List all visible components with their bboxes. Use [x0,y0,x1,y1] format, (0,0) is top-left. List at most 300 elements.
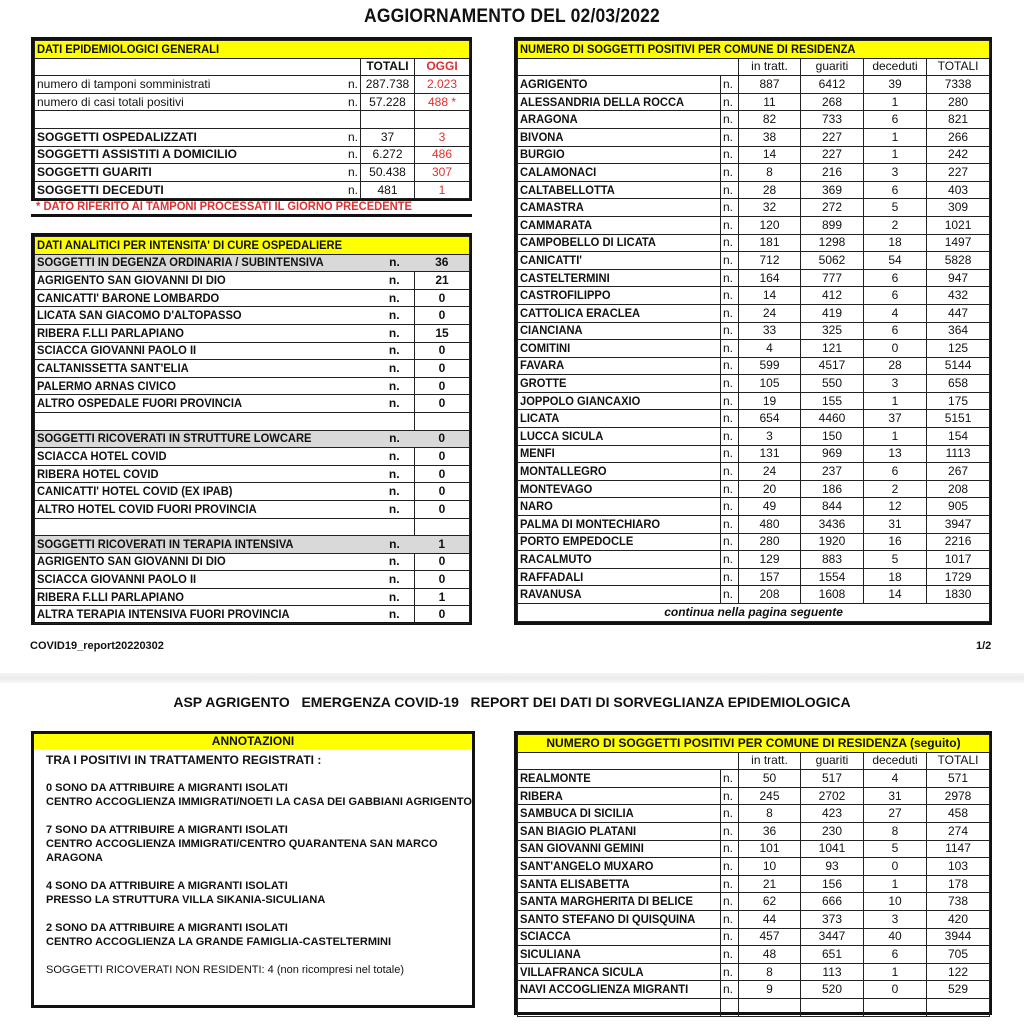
annotazioni-header: ANNOTAZIONI [34,734,472,749]
unit: n. [721,770,739,788]
deceduti-value: 3 [864,375,927,393]
comune-name: SICULIANA [518,946,721,964]
value: 36 [415,254,470,272]
in-tratt-value: 157 [739,568,801,586]
row-label: SOGGETTI RICOVERATI IN TERAPIA INTENSIVA [35,536,375,554]
in-tratt-value: 48 [739,946,801,964]
deceduti-value: 2 [864,216,927,234]
totali-value: 208 [927,480,990,498]
guariti-value: 3447 [801,928,864,946]
unit: n. [721,805,739,823]
hospital-row [35,553,470,571]
deceduti-value: 31 [864,787,927,805]
value: 0 [415,465,470,483]
deceduti-value: 10 [864,893,927,911]
totali-value: 309 [927,199,990,217]
comune-name: CALTABELLOTTA [518,181,721,199]
hospital-row [35,518,470,536]
unit: n. [721,480,739,498]
totali-value: 571 [927,770,990,788]
unit: n. [721,551,739,569]
comuni-table-seguito [514,731,992,1015]
row-label [35,412,375,430]
col-in-tratt: in tratt. [739,58,801,76]
guariti-value: 1920 [801,533,864,551]
row-label: SOGGETTI DECEDUTI [35,181,341,199]
annotation-line: PRESSO LA STRUTTURA VILLA SIKANIA-SICULIANA [46,894,326,906]
comune-name: RAFFADALI [518,568,721,586]
unit: n. [721,428,739,446]
comune-name: LICATA [518,410,721,428]
hospital-row [35,588,470,606]
deceduti-value: 6 [864,463,927,481]
guariti-value: 5062 [801,252,864,270]
guariti-value: 155 [801,392,864,410]
unit [375,518,415,536]
general-data-table [31,37,472,201]
deceduti-value: 3 [864,910,927,928]
value: 0 [415,395,470,413]
hospital-row [35,571,470,589]
value: 0 [415,377,470,395]
guariti-value: 899 [801,216,864,234]
comune-row [518,111,990,129]
totali-value: 458 [927,805,990,823]
guariti-value: 419 [801,304,864,322]
row-label: ALTRO HOTEL COVID FUORI PROVINCIA [35,500,375,518]
totali-value: 738 [927,893,990,911]
guariti-value: 969 [801,445,864,463]
deceduti-value: 1 [864,146,927,164]
comune-row [518,375,990,393]
guariti-value: 844 [801,498,864,516]
unit: n. [375,254,415,272]
unit: n. [375,272,415,290]
col-oggi: OGGI [415,58,470,76]
unit: n. [341,146,361,164]
totali-value [361,111,415,129]
unit: n. [721,858,739,876]
totali-value: 1113 [927,445,990,463]
unit [375,412,415,430]
totali-value: 154 [927,428,990,446]
row-label: SOGGETTI ASSISTITI A DOMICILIO [35,146,341,164]
guariti-value: 412 [801,287,864,305]
deceduti-value: 0 [864,858,927,876]
deceduti-value: 0 [864,981,927,999]
comune-row [518,498,990,516]
totali-value: 178 [927,875,990,893]
totali-value: 821 [927,111,990,129]
in-tratt-value: 654 [739,410,801,428]
deceduti-value: 1 [864,128,927,146]
guariti-value: 733 [801,111,864,129]
general-row [35,146,470,164]
comune-row [518,93,990,111]
totali-value: 1021 [927,216,990,234]
comune-row [518,787,990,805]
unit: n. [721,568,739,586]
deceduti-value: 13 [864,445,927,463]
in-tratt-value: 32 [739,199,801,217]
comune-name: SAMBUCA DI SICILIA [518,805,721,823]
totali-value: 122 [927,963,990,981]
in-tratt-value: 82 [739,111,801,129]
comune-name: CALAMONACI [518,164,721,182]
comune-row [518,858,990,876]
deceduti-value: 1 [864,963,927,981]
row-label: PALERMO ARNAS CIVICO [35,377,375,395]
oggi-value [415,111,470,129]
in-tratt-value: 10 [739,858,801,876]
comune-row [518,76,990,94]
deceduti-value: 12 [864,498,927,516]
unit: n. [721,910,739,928]
unit: n. [375,289,415,307]
totali-value: 905 [927,498,990,516]
in-tratt-value: 33 [739,322,801,340]
deceduti-value: 5 [864,199,927,217]
col-totali: TOTALI [927,752,990,770]
totali-value: 287.738 [361,76,415,94]
footnote: * DATO RIFERITO AI TAMPONI PROCESSATI IL GIORNO PRECEDENTE [36,199,412,213]
unit: n. [721,304,739,322]
value: 1 [415,588,470,606]
unit: n. [375,465,415,483]
guariti-value: 369 [801,181,864,199]
unit: n. [721,981,739,999]
in-tratt-value: 50 [739,770,801,788]
in-tratt-value: 8 [739,963,801,981]
in-tratt-value: 887 [739,76,801,94]
col-deceduti: deceduti [864,752,927,770]
row-label: AGRIGENTO SAN GIOVANNI DI DIO [35,272,375,290]
comune-row [518,805,990,823]
comune-row [518,199,990,217]
value: 0 [415,606,470,624]
col-guariti: guariti [801,58,864,76]
in-tratt-value: 457 [739,928,801,946]
unit: n. [721,128,739,146]
comune-name: RIBERA [518,787,721,805]
comune-name: MONTALLEGRO [518,463,721,481]
unit: n. [721,498,739,516]
comune-row [518,216,990,234]
comune-row [518,146,990,164]
comune-row [518,304,990,322]
guariti-value: 113 [801,963,864,981]
annotation-line: CENTRO ACCOGLIENZA LA GRANDE FAMIGLIA-CASTELTERMINI [46,936,392,948]
value [415,412,470,430]
footer-filename: COVID19_report20220302 [30,640,164,652]
unit: n. [721,787,739,805]
general-row [35,181,470,199]
deceduti-value: 1 [864,93,927,111]
comune-name: ARAGONA [518,111,721,129]
row-label: ALTRA TERAPIA INTENSIVA FUORI PROVINCIA [35,606,375,624]
totali-value: 529 [927,981,990,999]
comune-row [518,875,990,893]
oggi-value: 486 [415,146,470,164]
comune-name: SAN GIOVANNI GEMINI [518,840,721,858]
unit: n. [721,840,739,858]
guariti-value: 777 [801,269,864,287]
hospital-row [35,483,470,501]
annotazioni-intro: TRA I POSITIVI IN TRATTAMENTO REGISTRATI : [46,753,322,767]
deceduti-value: 37 [864,410,927,428]
in-tratt-value: 129 [739,551,801,569]
totali-value: 1729 [927,568,990,586]
totali-value: 6.272 [361,146,415,164]
value: 0 [415,483,470,501]
annotation-line: 2 SONO DA ATTRIBUIRE A MIGRANTI ISOLATI [46,922,288,934]
in-tratt-value: 38 [739,128,801,146]
totali-value: 3944 [927,928,990,946]
comune-row [518,128,990,146]
unit [341,111,361,129]
oggi-value: 2.023 [415,76,470,94]
unit: n. [341,128,361,146]
footer-page-number: 1/2 [976,640,992,652]
in-tratt-value: 24 [739,304,801,322]
comune-row [518,822,990,840]
guariti-value: 666 [801,893,864,911]
deceduti-value: 0 [864,340,927,358]
comune-name: MENFI [518,445,721,463]
unit: n. [721,392,739,410]
hospital-table [31,233,472,625]
value: 21 [415,272,470,290]
totali-value: 57.228 [361,93,415,111]
in-tratt-value: 105 [739,375,801,393]
comune-name: SCIACCA [518,928,721,946]
unit: n. [341,93,361,111]
comune-name: ALESSANDRIA DELLA ROCCA [518,93,721,111]
value: 15 [415,324,470,342]
comune-row [518,392,990,410]
row-label: numero di tamponi somministrati [35,76,341,94]
row-label: CANICATTI' BARONE LOMBARDO [35,289,375,307]
unit: n. [721,875,739,893]
unit: n. [721,199,739,217]
unit: n. [375,324,415,342]
row-label: SOGGETTI IN DEGENZA ORDINARIA / SUBINTENSIVA [35,254,375,272]
unit: n. [375,553,415,571]
in-tratt-value: 3 [739,428,801,446]
comune-name: CASTELTERMINI [518,269,721,287]
in-tratt-value: 19 [739,392,801,410]
col-totali: TOTALI [361,58,415,76]
unit: n. [721,216,739,234]
general-header: DATI EPIDEMIOLOGICI GENERALI [35,41,470,59]
unit: n. [721,463,739,481]
totali-value: 274 [927,822,990,840]
unit: n. [721,146,739,164]
guariti-value: 1608 [801,586,864,604]
totali-value: 1017 [927,551,990,569]
row-label: SOGGETTI RICOVERATI IN STRUTTURE LOWCARE [35,430,375,448]
hospital-group-row [35,430,470,448]
annotation-block [46,823,472,865]
unit: n. [375,448,415,466]
in-tratt-value: 9 [739,981,801,999]
deceduti-value: 4 [864,770,927,788]
annotation-line: 7 SONO DA ATTRIBUIRE A MIGRANTI ISOLATI [46,824,288,836]
row-label: RIBERA HOTEL COVID [35,465,375,483]
comune-row [518,516,990,534]
value [415,518,470,536]
unit: n. [375,377,415,395]
comune-row [518,910,990,928]
in-tratt-value: 8 [739,805,801,823]
unit: n. [721,375,739,393]
totali-value: 447 [927,304,990,322]
in-tratt-value: 21 [739,875,801,893]
annotation-line: 4 SONO DA ATTRIBUIRE A MIGRANTI ISOLATI [46,880,288,892]
annotation-block [46,781,472,809]
comune-name: LUCCA SICULA [518,428,721,446]
comune-row [518,445,990,463]
unit: n. [341,76,361,94]
empty-row [518,998,990,1016]
value: 0 [415,430,470,448]
unit: n. [721,269,739,287]
guariti-value: 150 [801,428,864,446]
unit: n. [721,287,739,305]
unit: n. [721,357,739,375]
comune-name: JOPPOLO GIANCAXIO [518,392,721,410]
unit: n. [721,76,739,94]
comune-name: SANTO STEFANO DI QUISQUINA [518,910,721,928]
comune-row [518,981,990,999]
totali-value: 481 [361,181,415,199]
unit: n. [375,342,415,360]
guariti-value: 2702 [801,787,864,805]
unit: n. [721,322,739,340]
col-in-tratt: in tratt. [739,752,801,770]
totali-value: 705 [927,946,990,964]
value: 0 [415,360,470,378]
annotation-line: CENTRO ACCOGLIENZA IMMIGRATI/CENTRO QUARANTENA SAN MARCO [46,838,438,850]
hospital-row [35,606,470,624]
annotation-line: CENTRO ACCOGLIENZA IMMIGRATI/NOETI LA CASA DEI GABBIANI AGRIGENTO [46,796,472,808]
totali-value: 947 [927,269,990,287]
page2-title: ASP AGRIGENTO EMERGENZA COVID-19 REPORT DEI DATI DI SORVEGLIANZA EPIDEMIOLOGICA [173,694,851,710]
totali-value: 364 [927,322,990,340]
general-row [35,93,470,111]
col-totali: TOTALI [927,58,990,76]
totali-value: 2978 [927,787,990,805]
comune-row [518,963,990,981]
in-tratt-value: 131 [739,445,801,463]
hospital-row [35,360,470,378]
totali-value: 420 [927,910,990,928]
hospital-row [35,377,470,395]
guariti-value: 883 [801,551,864,569]
comune-name: GROTTE [518,375,721,393]
unit: n. [721,928,739,946]
comune-row [518,410,990,428]
totali-value: 103 [927,858,990,876]
hospital-row [35,448,470,466]
in-tratt-value: 280 [739,533,801,551]
in-tratt-value: 120 [739,216,801,234]
deceduti-value: 6 [864,111,927,129]
hospital-row [35,289,470,307]
hospital-row [35,272,470,290]
in-tratt-value: 712 [739,252,801,270]
comune-name: REALMONTE [518,770,721,788]
guariti-value: 1554 [801,568,864,586]
totali-value: 5144 [927,357,990,375]
page-separator [0,673,1024,683]
comune-name: CIANCIANA [518,322,721,340]
guariti-value: 325 [801,322,864,340]
value: 0 [415,307,470,325]
in-tratt-value: 181 [739,234,801,252]
unit: n. [375,483,415,501]
hospital-row [35,412,470,430]
unit: n. [721,445,739,463]
unit: n. [721,822,739,840]
guariti-value: 1041 [801,840,864,858]
value: 1 [415,536,470,554]
annotation-line: ARAGONA [46,852,103,864]
guariti-value: 4460 [801,410,864,428]
general-row [35,128,470,146]
comune-row [518,946,990,964]
comune-row [518,340,990,358]
row-label: RIBERA F.LLI PARLAPIANO [35,588,375,606]
deceduti-value: 16 [864,533,927,551]
comuni-header: NUMERO DI SOGGETTI POSITIVI PER COMUNE DI RESIDENZA [518,41,990,59]
hospital-row [35,324,470,342]
guariti-value: 373 [801,910,864,928]
guariti-value: 121 [801,340,864,358]
comune-name: BURGIO [518,146,721,164]
comune-row [518,269,990,287]
unit: n. [375,536,415,554]
deceduti-value: 18 [864,568,927,586]
hospital-row [35,307,470,325]
deceduti-value: 6 [864,946,927,964]
comune-name: CAMPOBELLO DI LICATA [518,234,721,252]
comune-name: FAVARA [518,357,721,375]
row-label: SCIACCA GIOVANNI PAOLO II [35,571,375,589]
in-tratt-value: 599 [739,357,801,375]
value: 0 [415,553,470,571]
comune-name: RAVANUSA [518,586,721,604]
deceduti-value: 39 [864,76,927,94]
deceduti-value: 5 [864,840,927,858]
value: 0 [415,289,470,307]
comune-name: SANTA ELISABETTA [518,875,721,893]
in-tratt-value: 8 [739,164,801,182]
row-label: SCIACCA GIOVANNI PAOLO II [35,342,375,360]
guariti-value: 186 [801,480,864,498]
unit: n. [721,516,739,534]
unit: n. [375,571,415,589]
totali-value: 1497 [927,234,990,252]
comune-name: BIVONA [518,128,721,146]
totali-value: 3947 [927,516,990,534]
annotazioni-box [31,731,475,1008]
row-label: CALTANISSETTA SANT'ELIA [35,360,375,378]
guariti-value: 550 [801,375,864,393]
comune-row [518,893,990,911]
unit: n. [721,252,739,270]
deceduti-value: 31 [864,516,927,534]
